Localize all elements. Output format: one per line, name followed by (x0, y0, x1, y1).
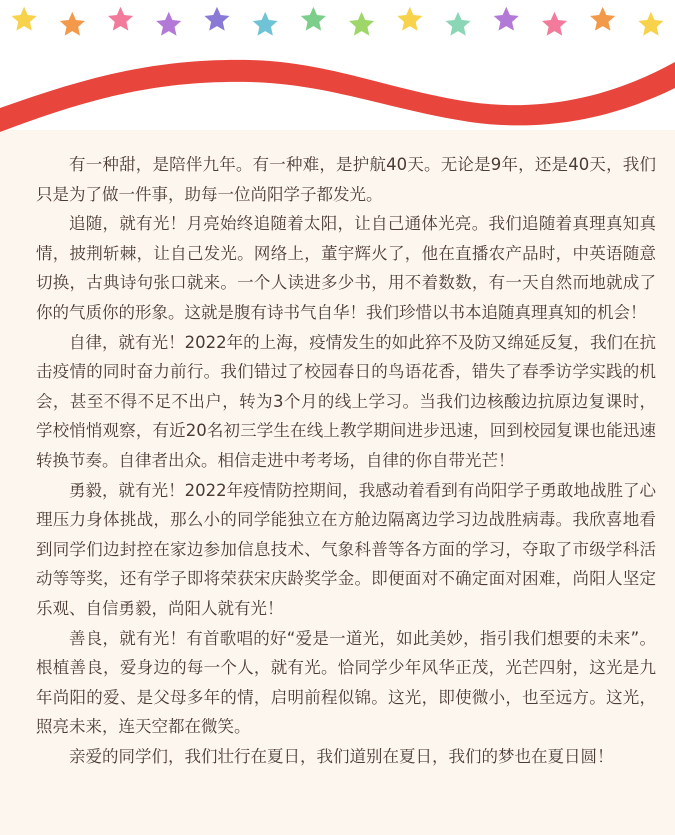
decorative-header (0, 0, 675, 130)
red-wave-ribbon (0, 40, 675, 140)
paragraph-follow: 追随，就有光！月亮始终追随着太阳，让自己通体光亮。我们追随着真理真知真情，披荆斩棘，让自己发光。网络上，董宇辉火了，他在直播农产品时，中英语随意切换，古典诗句张口就来。一个人读进多少书，用不着数数，有一天自然而地就成了你的气质你的形象。这就是腹有诗书气自华！我们珍惜以书本追随真理真知的机会！ (36, 214, 656, 322)
star-icon (251, 10, 280, 37)
star-icon (106, 5, 135, 32)
star-icon (10, 5, 39, 32)
star-icon (492, 5, 521, 32)
article-body (36, 150, 656, 771)
star-icon (155, 10, 184, 37)
star-icon (588, 5, 617, 32)
star-icon (637, 10, 666, 37)
star-icon (347, 10, 376, 37)
paragraph-courage: 勇毅，就有光！2022年疫情防控期间，我感动着看到有尚阳学子勇敢地战胜了心理压力身体挑战，那么小的同学能独立在方舱边隔离边学习边战胜病毒。我欣喜地看到同学们边封控在家边参加信息技术、气象科普等各方面的学习，夺取了市级学科活动等等奖，还有学子即将荣获宋庆龄奖学金。即便面对不确定面对困难，尚阳人坚定乐观、自信勇毅，尚阳人就有光！ (36, 480, 656, 618)
star-icon (444, 10, 473, 37)
paragraph-discipline: 自律，就有光！2022年的上海，疫情发生的如此猝不及防又绵延反复，我们在抗击疫情的同时奋力前行。我们错过了校园春日的鸟语花香，错失了春季访学实践的机会，甚至不得不足不出户，转为3个月的线上学习。当我们边核酸边抗原边复课时，学校悄悄观察，有近20名初三学生在线上教学期间进步迅速，回到校园复课也能迅速转换节奏。自律者出众。相信走进中考考场，自律的你自带光芒！ (36, 332, 656, 470)
star-icon (203, 5, 232, 32)
paragraph-kindness: 善良，就有光！有首歌唱的好“爱是一道光，如此美妙，指引我们想要的未来”。根植善良，爱身边的每一个人，就有光。恰同学少年风华正茂，光芒四射，这光是九年尚阳的爱、是父母多年的情，启明前程似锦。这光，即使微小，也至远方。这光，照亮未来，连天空都在微笑。 (36, 628, 656, 737)
paragraph-closing: 亲爱的同学们，我们壮行在夏日，我们道别在夏日，我们的梦也在夏日圆！ (69, 746, 614, 766)
star-icon (540, 10, 569, 37)
star-icon (58, 10, 87, 37)
star-icon (299, 5, 328, 32)
star-icon (396, 5, 425, 32)
paragraph-intro: 有一种甜，是陪伴九年。有一种难，是护航40天。无论是9年，还是40天，我们只是为了做一件事，助每一位尚阳学子都发光。 (36, 155, 656, 204)
